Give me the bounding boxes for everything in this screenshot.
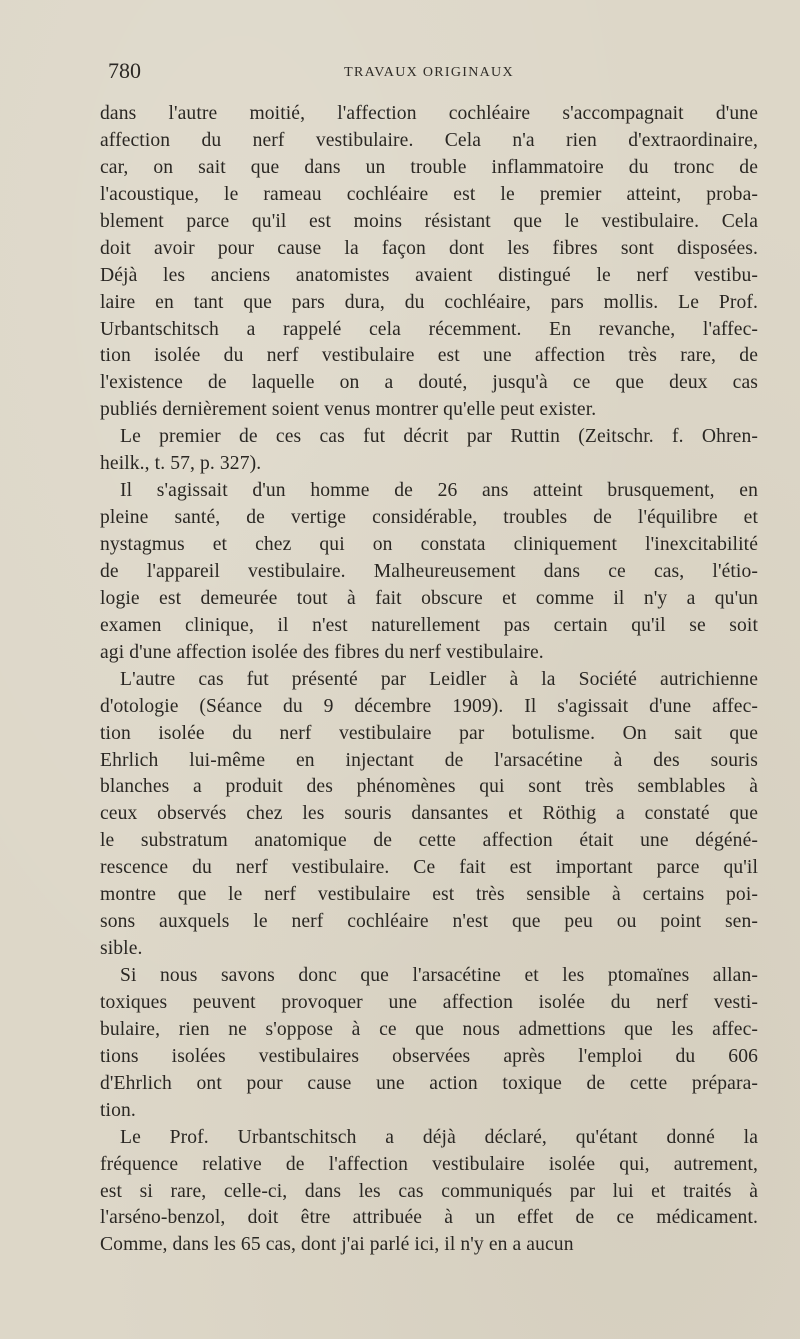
paragraph (100, 1125, 758, 1260)
running-head: TRAVAUX ORIGINAUX (344, 65, 514, 80)
text-line: sons auxquels le nerf cochléaire n'est que peu ou point sen- (100, 911, 758, 933)
text-line: le substratum anatomique de cette affection était une dégéné- (100, 830, 758, 852)
text-line: Il s'agissait d'un homme de 26 ans atteint brusquement, en (120, 480, 758, 502)
text-line: pleine santé, de vertige considérable, troubles de l'équilibre et (100, 507, 758, 529)
text-line: Le premier de ces cas fut décrit par Ruttin (Zeitschr. f. Ohren- (120, 426, 758, 448)
text-line: l'acoustique, le rameau cochléaire est le premier atteint, proba- (100, 183, 758, 205)
paragraph (100, 101, 758, 424)
text-line: toxiques peuvent provoquer une affection isolée du nerf vesti- (100, 991, 758, 1013)
paragraph (100, 963, 758, 1125)
text-line: L'autre cas fut présenté par Leidler à la Société autrichienne (120, 668, 758, 690)
text-line: logie est demeurée tout à fait obscure et comme il n'y a qu'un (100, 587, 758, 609)
text-line: tion. (100, 1099, 136, 1121)
text-line: Urbantschitsch a rappelé cela récemment. En revanche, l'affec- (100, 318, 758, 340)
text-line: tion isolée du nerf vestibulaire est une affection très rare, de (100, 345, 758, 367)
text-line: Comme, dans les 65 cas, dont j'ai parlé ici, il n'y en a aucun (100, 1234, 574, 1256)
text-line: bulaire, rien ne s'oppose à ce que nous admettions que les affec- (100, 1018, 758, 1040)
text-line: d'Ehrlich ont pour cause une action toxique de cette prépara- (100, 1072, 758, 1094)
text-line: laire en tant que pars dura, du cochléaire, pars mollis. Le Prof. (100, 291, 758, 313)
text-line: d'otologie (Séance du 9 décembre 1909). Il s'agissait d'une affec- (100, 695, 758, 717)
text-line: sible. (100, 938, 143, 960)
text-line: montre que le nerf vestibulaire est très sensible à certains poi- (100, 884, 758, 906)
text-line: affection du nerf vestibulaire. Cela n'a rien d'extraordinaire, (100, 129, 758, 151)
paragraph (100, 667, 758, 963)
text-line: Si nous savons donc que l'arsacétine et les ptomaïnes allan- (120, 965, 758, 986)
text-line: car, on sait que dans un trouble inflammatoire du tronc de (100, 156, 758, 178)
text-line: publiés dernièrement soient venus montrer qu'elle peut exister. (100, 399, 597, 421)
page-header (108, 56, 750, 96)
text-line: nystagmus et chez qui on constata cliniquement l'inexcitabilité (100, 534, 758, 555)
text-line: est si rare, celle-ci, dans les cas communiqués par lui et traités à (100, 1180, 758, 1202)
text-line: heilk., t. 57, p. 327). (100, 453, 262, 475)
text-line: rescence du nerf vestibulaire. Ce fait est important parce qu'il (100, 857, 758, 879)
text-line: tions isolées vestibulaires observées après l'emploi du 606 (100, 1045, 758, 1067)
text-line: l'arséno-benzol, doit être attribuée à un effet de ce médicament. (100, 1207, 758, 1229)
text-line: de l'appareil vestibulaire. Malheureusement dans ce cas, l'étio- (100, 560, 758, 582)
text-line: tion isolée du nerf vestibulaire par botulisme. On sait que (100, 722, 758, 744)
paragraph (100, 478, 758, 667)
paragraph (100, 424, 758, 478)
text-line: ceux observés chez les souris dansantes et Röthig a constaté que (100, 803, 758, 825)
text-line: Déjà les anciens anatomistes avaient distingué le nerf vestibu- (100, 264, 758, 286)
text-line: agi d'une affection isolée des fibres du nerf vestibulaire. (100, 641, 544, 663)
text-line: l'existence de laquelle on a douté, jusqu'à ce que deux cas (100, 372, 758, 394)
text-line: blement parce qu'il est moins résistant que le vestibulaire. Cela (100, 210, 758, 232)
text-line: dans l'autre moitié, l'affection cochléaire s'accompagnait d'une (100, 103, 758, 124)
text-line: fréquence relative de l'affection vestibulaire isolée qui, autrement, (100, 1153, 758, 1175)
text-line: blanches a produit des phénomènes qui sont très semblables à (100, 776, 758, 798)
page-number: 780 (108, 58, 141, 83)
text-line: examen clinique, il n'est naturellement pas certain qu'il se soit (100, 614, 758, 636)
text-line: doit avoir pour cause la façon dont les fibres sont disposées. (100, 237, 758, 259)
body-text (100, 101, 758, 1259)
text-line: Ehrlich lui-même en injectant de l'arsacétine à des souris (100, 749, 758, 771)
text-line: Le Prof. Urbantschitsch a déjà déclaré, qu'étant donné la (120, 1126, 758, 1148)
